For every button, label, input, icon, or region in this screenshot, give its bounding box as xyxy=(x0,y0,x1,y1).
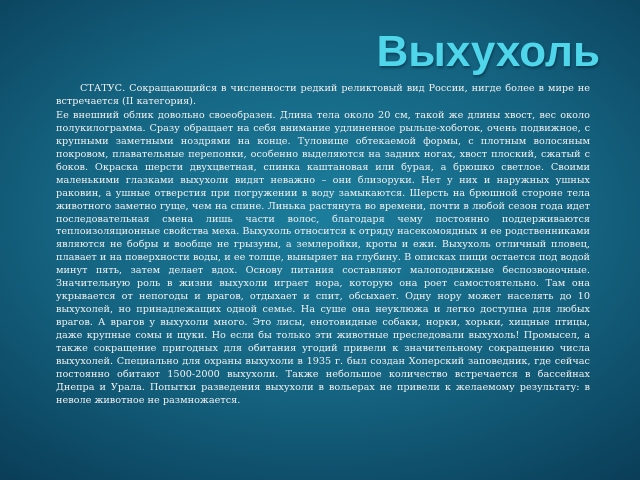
description-paragraph: Ее внешний облик довольно своеобразен. Длина тела около 20 см, такой же длины хвост, вес около полукилограмма. Сразу обращает на себя внимание удлиненное рыльце-хоботок, очень подвижное, с крупными заметными ноздрями на конце. Туловище обтекаемой формы, с плотным волосяным покровом, плавательные перепонки, особенно выделяются на задних ногах, хвост плоский, сжатый с боков. Окраска шерсти двухцветная, спинка каштановая или бурая, а брюшко светлое. Своими маленькими глазками выхухоли видят неважно – они близоруки. Нет у них и наружных ушных раковин, а ушные отверстия при погружении в воду замыкаются. Шерсть на брюшной стороне тела животного заметно гуще, чем на спине. Линька растянута во времени, почти в любой сезон года идет последовательная смена лишь части волос, благодаря чему постоянно поддерживаются теплоизоляционные свойства меха. Выхухоль относится к отряду насекомоядных и ее родственниками являются не бобры и вообще не грызуны, а землеройки, кроты и ежи. Выхухоль отличный пловец, плавает и на поверхности воды, и ее толще, выныряет на глубину. В описках пищи остается под водой минут пять, затем делает вдох. Основу питания составляют малоподвижные беспозвоночные. Значительную роль в жизни выхухоли играет нора, которую она роет самостоятельно. Там она укрывается от непогоды и врагов, отдыхает и спит, обсыхает. Одну нору может населять до 10 выхухолей, но принадлежащих одной семье. На суше она неуклюжа и легко доступна для любых врагов. А врагов у выхухоли много. Это лисы, енотовидные собаки, норки, хорьки, хищные птицы, даже крупные сомы и щуки. Но если бы только эти животные преследовали выхухоль! Промысел, а также сокращение пригодных для обитания угодий привели к значительному сокращению числа выхухолей. Специально для охраны выхухоли в 1935 г. был создан Хоперский заповедник, где сейчас постоянно обитают 1500-2000 выхухоли. Также небольшое количество встречается в бассейнах Днепра и Урала. Попытки разведения выхухоли в вольерах не привели к желаемому результату: в неволе животное не размножается. xyxy=(56,109,590,406)
slide-title: Выхухоль xyxy=(376,27,600,76)
status-paragraph: СТАТУС. Сокращающийся в численности редкий реликтовый вид России, нигде более в мире не встречается (II категория). xyxy=(56,83,590,107)
slide-body xyxy=(56,83,590,408)
